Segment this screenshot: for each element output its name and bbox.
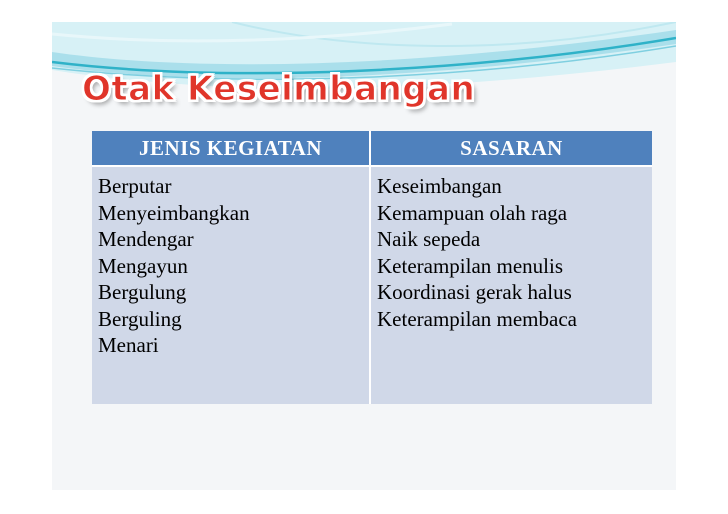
activity-item: Menari xyxy=(98,333,159,357)
activity-item: Mengayun xyxy=(98,253,188,278)
header-sasaran: SASARAN xyxy=(370,131,652,166)
activity-item: Menyeimbangkan xyxy=(98,200,250,225)
target-item: Koordinasi gerak halus xyxy=(377,280,572,304)
activity-item: Berguling xyxy=(98,306,182,331)
target-item: Kemampuan olah raga xyxy=(377,200,568,225)
slide-title: Otak Keseimbangan xyxy=(82,69,476,109)
table-row xyxy=(92,166,652,404)
activity-item: Berputar xyxy=(98,174,172,198)
target-item: Keterampilan menulis xyxy=(377,253,564,278)
activity-item: Bergulung xyxy=(98,280,187,304)
target-item: Keseimbangan xyxy=(377,174,502,198)
target-item: Naik sepeda xyxy=(377,227,481,251)
activity-table xyxy=(92,131,652,404)
header-jenis-kegiatan: JENIS KEGIATAN xyxy=(92,131,370,166)
activity-item: Mendengar xyxy=(98,227,194,251)
target-item: Keterampilan membaca xyxy=(377,306,577,331)
table-header-row xyxy=(92,131,652,166)
jenis-kegiatan-cell xyxy=(92,166,370,404)
sasaran-cell xyxy=(370,166,652,404)
